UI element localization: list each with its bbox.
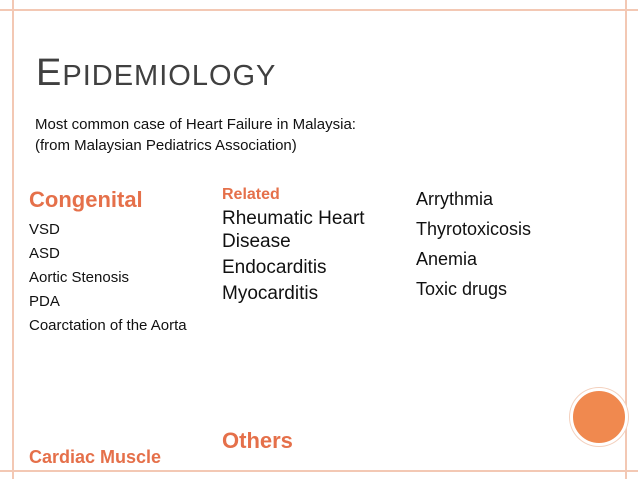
subtitle-line: Most common case of Heart Failure in Malaysia: — [35, 116, 356, 133]
other-causes-column — [416, 184, 531, 304]
list-item: PDA — [29, 293, 60, 310]
slide-title — [36, 52, 276, 95]
list-item: Rheumatic Heart — [222, 208, 365, 229]
bottom-frame-line — [0, 470, 638, 472]
slide-subtitle — [35, 114, 356, 156]
congenital-heading: Congenital — [29, 187, 143, 212]
list-item: Toxic drugs — [416, 279, 508, 299]
list-item: Arrythmia — [416, 189, 494, 209]
list-item: Thyrotoxicosis — [416, 219, 532, 239]
related-heading: Related — [222, 186, 280, 203]
list-item: Disease — [222, 231, 291, 252]
slide-title-initial: E — [36, 52, 63, 94]
top-frame-line — [0, 9, 638, 11]
list-item: Aortic Stenosis — [29, 269, 130, 286]
cardiac-muscle-heading: Cardiac Muscle — [29, 447, 162, 467]
list-item: Anemia — [416, 249, 478, 269]
congenital-column — [29, 182, 187, 338]
related-column — [222, 183, 365, 308]
decorative-circle — [570, 388, 628, 446]
list-item: ASD — [29, 245, 60, 262]
others-heading: Others — [222, 428, 293, 453]
list-item: Coarctation of the Aorta — [29, 317, 187, 334]
list-item: Myocarditis — [222, 283, 319, 304]
slide-title-rest: PIDEMIOLOGY — [62, 60, 277, 92]
left-frame-line — [12, 0, 14, 479]
subtitle-line: (from Malaysian Pediatrics Association) — [35, 137, 297, 154]
list-item: Endocarditis — [222, 257, 327, 278]
list-item: VSD — [29, 221, 60, 238]
